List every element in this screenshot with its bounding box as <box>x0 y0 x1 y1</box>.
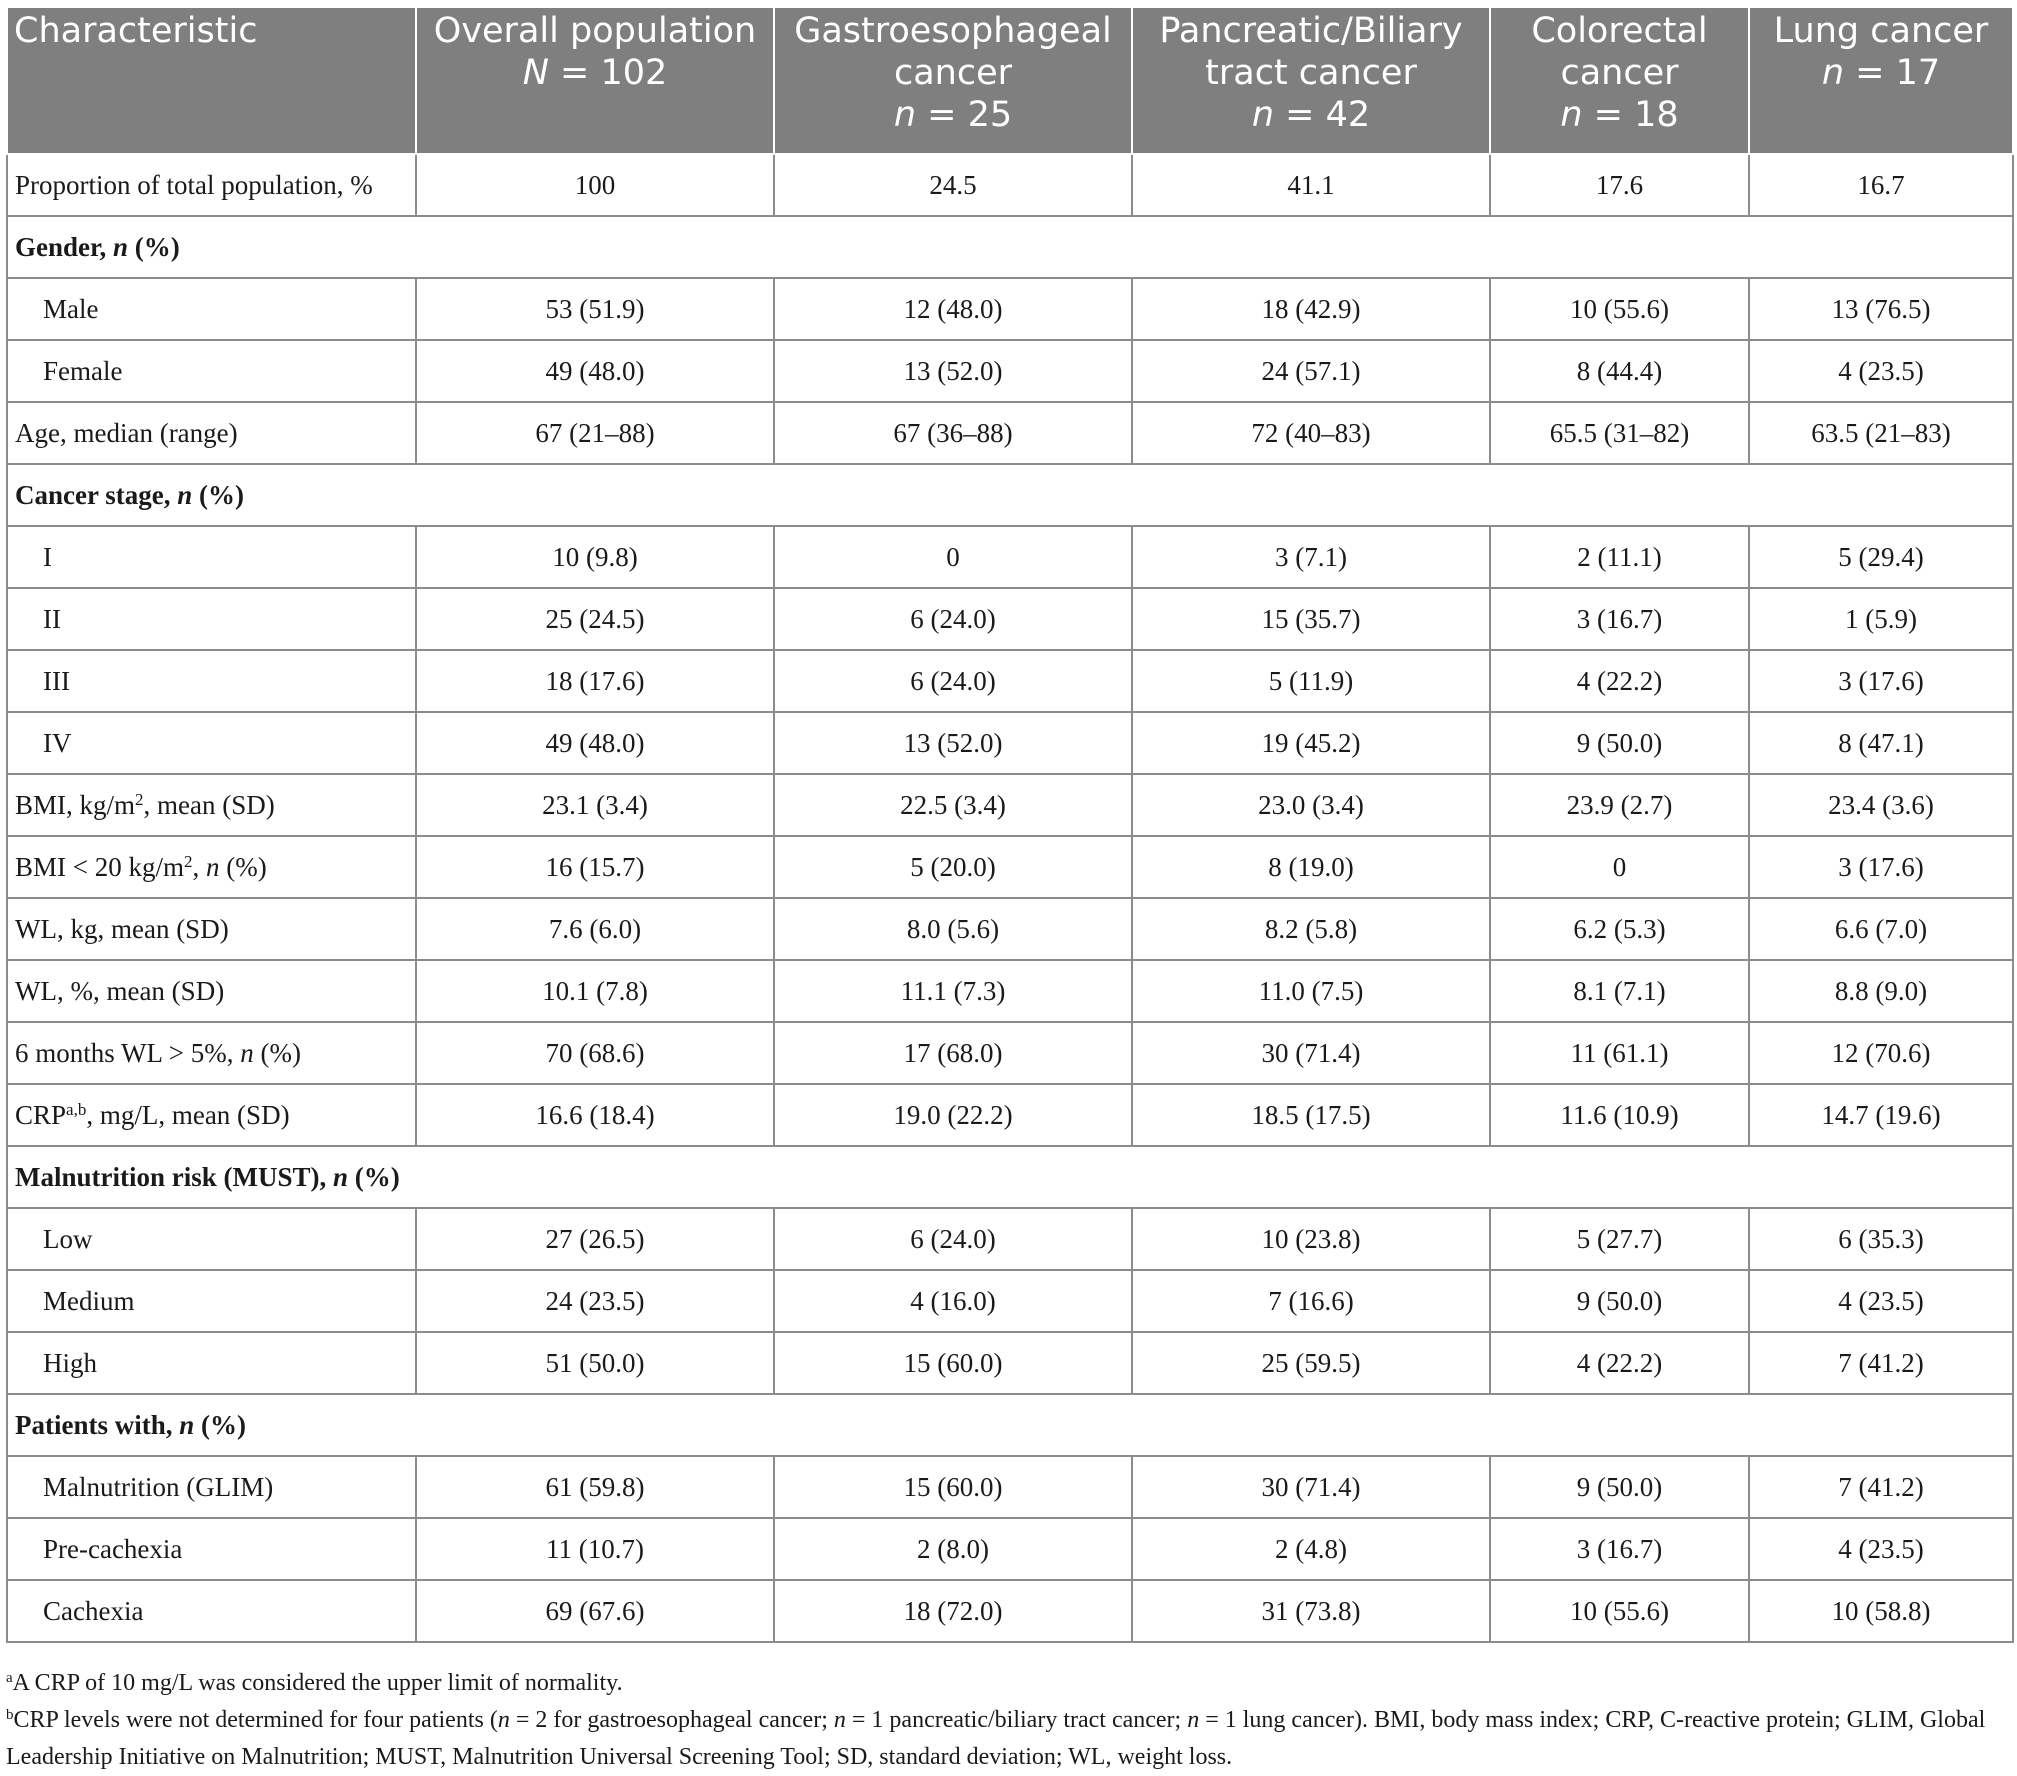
section-var: n <box>333 1161 349 1192</box>
table-cell: 11.1 (7.3) <box>774 960 1132 1022</box>
section-label <box>7 1146 2013 1208</box>
table-header <box>7 7 2013 154</box>
section-label <box>7 464 2013 526</box>
table-cell: 8 (44.4) <box>1490 340 1749 402</box>
column-header <box>416 7 774 154</box>
table-row <box>7 898 2013 960</box>
row-label <box>7 340 416 402</box>
table-cell: 10 (9.8) <box>416 526 774 588</box>
table-cell: 30 (71.4) <box>1132 1022 1490 1084</box>
column-header <box>774 7 1132 154</box>
table-cell: 1 (5.9) <box>1749 588 2013 650</box>
row-label-var: n <box>240 1037 254 1068</box>
sample-size-symbol: n <box>1251 95 1275 135</box>
section-row <box>7 1394 2013 1456</box>
row-label-superscript: a,b <box>66 1099 87 1119</box>
section-var: n <box>179 1409 195 1440</box>
table-row <box>7 526 2013 588</box>
row-label-text: III <box>43 665 70 696</box>
table-cell: 8.0 (5.6) <box>774 898 1132 960</box>
table-cell: 4 (22.2) <box>1490 1332 1749 1394</box>
table-cell: 8 (19.0) <box>1132 836 1490 898</box>
table-cell: 53 (51.9) <box>416 278 774 340</box>
table-cell: 9 (50.0) <box>1490 712 1749 774</box>
table-cell: 3 (16.7) <box>1490 588 1749 650</box>
table-cell: 67 (36–88) <box>774 402 1132 464</box>
table-cell: 23.9 (2.7) <box>1490 774 1749 836</box>
table-cell: 13 (76.5) <box>1749 278 2013 340</box>
row-label <box>7 1332 416 1394</box>
table-cell: 18 (42.9) <box>1132 278 1490 340</box>
table-cell: 23.4 (3.6) <box>1749 774 2013 836</box>
table-cell: 5 (20.0) <box>774 836 1132 898</box>
row-label-text: Age, median (range) <box>15 417 238 448</box>
table-cell: 69 (67.6) <box>416 1580 774 1642</box>
section-row <box>7 464 2013 526</box>
footnote-mark: b <box>6 1707 14 1723</box>
row-label <box>7 154 416 216</box>
table-cell: 2 (4.8) <box>1132 1518 1490 1580</box>
row-label <box>7 960 416 1022</box>
table-cell: 61 (59.8) <box>416 1456 774 1518</box>
table-cell: 18.5 (17.5) <box>1132 1084 1490 1146</box>
column-sample-size <box>775 94 1131 136</box>
table-cell: 4 (22.2) <box>1490 650 1749 712</box>
sample-size-symbol: N <box>522 53 549 93</box>
row-label-text: I <box>43 541 52 572</box>
row-label-text: Malnutrition (GLIM) <box>43 1471 274 1502</box>
table-cell: 3 (17.6) <box>1749 836 2013 898</box>
row-label-superscript: 2 <box>135 789 144 809</box>
row-label-text: , mg/L, mean (SD) <box>86 1099 290 1130</box>
table-row <box>7 1022 2013 1084</box>
table-cell: 0 <box>774 526 1132 588</box>
row-label <box>7 712 416 774</box>
table-cell: 5 (11.9) <box>1132 650 1490 712</box>
column-title: Lung cancer <box>1773 11 1989 51</box>
footnote-text: = 2 for gastroesophageal cancer; <box>509 1707 834 1733</box>
table-row <box>7 1332 2013 1394</box>
row-label <box>7 898 416 960</box>
table-cell: 49 (48.0) <box>416 340 774 402</box>
row-label-text: High <box>43 1347 97 1378</box>
column-title: Overall population <box>433 11 757 51</box>
table-cell: 17.6 <box>1490 154 1749 216</box>
row-label <box>7 402 416 464</box>
table-row <box>7 340 2013 402</box>
footnote-text: CRP levels were not determined for four patients ( <box>13 1707 498 1733</box>
table-cell: 8.8 (9.0) <box>1749 960 2013 1022</box>
table-cell: 9 (50.0) <box>1490 1456 1749 1518</box>
table-cell: 2 (8.0) <box>774 1518 1132 1580</box>
table-cell: 67 (21–88) <box>416 402 774 464</box>
table-cell: 24.5 <box>774 154 1132 216</box>
row-label-text: Low <box>43 1223 93 1254</box>
table-cell: 6 (24.0) <box>774 1208 1132 1270</box>
table-cell: 10 (55.6) <box>1490 278 1749 340</box>
table-cell: 24 (23.5) <box>416 1270 774 1332</box>
table-cell: 13 (52.0) <box>774 340 1132 402</box>
table-cell: 6 (24.0) <box>774 588 1132 650</box>
row-label-text: IV <box>43 727 72 758</box>
table-cell: 22.5 (3.4) <box>774 774 1132 836</box>
table-cell: 25 (24.5) <box>416 588 774 650</box>
table-row <box>7 1456 2013 1518</box>
section-row <box>7 1146 2013 1208</box>
sample-size-symbol: n <box>1560 95 1583 135</box>
table-cell: 6 (24.0) <box>774 650 1132 712</box>
row-label-text: BMI < 20 kg/m <box>15 851 184 882</box>
table-row <box>7 1518 2013 1580</box>
section-row <box>7 216 2013 278</box>
row-label <box>7 1270 416 1332</box>
sample-size-symbol: n <box>1821 53 1845 93</box>
table-cell: 49 (48.0) <box>416 712 774 774</box>
table-cell: 23.0 (3.4) <box>1132 774 1490 836</box>
table-cell: 6.2 (5.3) <box>1490 898 1749 960</box>
header-row <box>7 7 2013 154</box>
table-cell: 8.2 (5.8) <box>1132 898 1490 960</box>
table-cell: 25 (59.5) <box>1132 1332 1490 1394</box>
characteristics-table <box>6 6 2014 1643</box>
table-cell: 9 (50.0) <box>1490 1270 1749 1332</box>
table-cell: 4 (23.5) <box>1749 340 2013 402</box>
row-label-text: , mean (SD) <box>143 789 275 820</box>
table-cell: 51 (50.0) <box>416 1332 774 1394</box>
table-cell: 65.5 (31–82) <box>1490 402 1749 464</box>
column-header <box>1490 7 1749 154</box>
table-cell: 14.7 (19.6) <box>1749 1084 2013 1146</box>
section-tail: (%) <box>192 479 244 510</box>
sample-size-value: = 102 <box>548 53 668 93</box>
table-row <box>7 1208 2013 1270</box>
table-cell: 30 (71.4) <box>1132 1456 1490 1518</box>
table-cell: 3 (16.7) <box>1490 1518 1749 1580</box>
section-tail: (%) <box>128 231 180 262</box>
table-row <box>7 1084 2013 1146</box>
table-cell: 4 (16.0) <box>774 1270 1132 1332</box>
table-cell: 6.6 (7.0) <box>1749 898 2013 960</box>
row-label-var: n <box>206 851 220 882</box>
row-label <box>7 526 416 588</box>
table-cell: 7 (41.2) <box>1749 1332 2013 1394</box>
sample-size-value: = 18 <box>1582 95 1679 135</box>
footnote-text: n <box>1187 1707 1200 1733</box>
table-row <box>7 960 2013 1022</box>
column-sample-size <box>1750 52 2012 94</box>
sample-size-value: = 25 <box>916 95 1013 135</box>
row-label-text: Male <box>43 293 99 324</box>
table-cell: 3 (17.6) <box>1749 650 2013 712</box>
table-cell: 15 (60.0) <box>774 1332 1132 1394</box>
column-sample-size <box>417 52 773 94</box>
table-cell: 18 (72.0) <box>774 1580 1132 1642</box>
column-title: Characteristic <box>14 11 258 51</box>
section-text: Cancer stage, <box>15 479 178 510</box>
table-cell: 13 (52.0) <box>774 712 1132 774</box>
footnote-text: = 1 lung cancer). BMI, body mass index; CRP, C-reactive protein; GLIM, Global Leadership Initiative on Malnutrition; MUST, Malnutrition Universal Screening Tool; SD, standard deviation; WL, weight loss. <box>6 1707 1986 1770</box>
section-tail: (%) <box>194 1409 247 1440</box>
sample-size-symbol: n <box>893 95 917 135</box>
row-label <box>7 1518 416 1580</box>
footnote-mark: a <box>6 1670 13 1686</box>
footnote-text: A CRP of 10 mg/L was considered the upper limit of normality. <box>12 1670 623 1696</box>
row-label-text: II <box>43 603 61 634</box>
table-row <box>7 154 2013 216</box>
footnote-text: = 1 pancreatic/biliary tract cancer; <box>845 1707 1188 1733</box>
table-cell: 19 (45.2) <box>1132 712 1490 774</box>
table-cell: 3 (7.1) <box>1132 526 1490 588</box>
sample-size-value: = 42 <box>1274 95 1371 135</box>
table-cell: 7.6 (6.0) <box>416 898 774 960</box>
table-cell: 15 (60.0) <box>774 1456 1132 1518</box>
table-row <box>7 1270 2013 1332</box>
row-label <box>7 1456 416 1518</box>
row-label-text: WL, %, mean (SD) <box>15 975 225 1006</box>
table-cell: 7 (16.6) <box>1132 1270 1490 1332</box>
section-text: Patients with, <box>15 1409 180 1440</box>
row-label <box>7 774 416 836</box>
table-row <box>7 774 2013 836</box>
row-label-text: (%) <box>253 1037 301 1068</box>
row-label-text: WL, kg, mean (SD) <box>15 913 229 944</box>
column-header-characteristic <box>7 7 416 154</box>
table-cell: 11 (10.7) <box>416 1518 774 1580</box>
row-label <box>7 836 416 898</box>
row-label <box>7 278 416 340</box>
section-label <box>7 1394 2013 1456</box>
table-cell: 4 (23.5) <box>1749 1270 2013 1332</box>
table-cell: 10.1 (7.8) <box>416 960 774 1022</box>
footnote <box>6 1702 2012 1776</box>
table-cell: 16.6 (18.4) <box>416 1084 774 1146</box>
table-cell: 15 (35.7) <box>1132 588 1490 650</box>
table-cell: 6 (35.3) <box>1749 1208 2013 1270</box>
table-footnotes <box>6 1665 2012 1776</box>
table-cell: 31 (73.8) <box>1132 1580 1490 1642</box>
footnote-text: n <box>833 1707 846 1733</box>
table-cell: 10 (55.6) <box>1490 1580 1749 1642</box>
sample-size-value: = 17 <box>1844 53 1941 93</box>
table-cell: 12 (48.0) <box>774 278 1132 340</box>
table-cell: 8 (47.1) <box>1749 712 2013 774</box>
column-header <box>1132 7 1490 154</box>
row-label-text: BMI, kg/m <box>15 789 136 820</box>
table-cell: 27 (26.5) <box>416 1208 774 1270</box>
table-row <box>7 836 2013 898</box>
table-cell: 19.0 (22.2) <box>774 1084 1132 1146</box>
table-cell: 63.5 (21–83) <box>1749 402 2013 464</box>
row-label-text: Medium <box>43 1285 135 1316</box>
column-sample-size <box>1491 94 1748 136</box>
section-text: Malnutrition risk (MUST), <box>15 1161 334 1192</box>
table-cell: 70 (68.6) <box>416 1022 774 1084</box>
footnote-text: n <box>497 1707 510 1733</box>
column-header <box>1749 7 2013 154</box>
row-label-text: (%) <box>219 851 267 882</box>
section-text: Gender, <box>15 231 114 262</box>
row-label <box>7 588 416 650</box>
table-body <box>7 154 2013 1642</box>
table-cell: 11 (61.1) <box>1490 1022 1749 1084</box>
table-cell: 23.1 (3.4) <box>416 774 774 836</box>
section-label <box>7 216 2013 278</box>
section-tail: (%) <box>348 1161 400 1192</box>
row-label-superscript: 2 <box>184 851 193 871</box>
table-cell: 100 <box>416 154 774 216</box>
column-title: Pancreatic/Biliary tract cancer <box>1159 11 1463 93</box>
table-row <box>7 712 2013 774</box>
table-cell: 7 (41.2) <box>1749 1456 2013 1518</box>
column-sample-size <box>1133 94 1489 136</box>
table-cell: 24 (57.1) <box>1132 340 1490 402</box>
table-cell: 72 (40–83) <box>1132 402 1490 464</box>
row-label-text: Female <box>43 355 123 386</box>
row-label-text: 6 months WL > 5%, <box>15 1037 241 1068</box>
table-cell: 10 (23.8) <box>1132 1208 1490 1270</box>
table-cell: 17 (68.0) <box>774 1022 1132 1084</box>
table-cell: 18 (17.6) <box>416 650 774 712</box>
table-row <box>7 402 2013 464</box>
table-cell: 11.6 (10.9) <box>1490 1084 1749 1146</box>
table-cell: 16 (15.7) <box>416 836 774 898</box>
row-label-text: CRP <box>15 1099 67 1130</box>
table-cell: 5 (27.7) <box>1490 1208 1749 1270</box>
table-cell: 16.7 <box>1749 154 2013 216</box>
column-title: Gastroesophageal cancer <box>794 11 1112 93</box>
row-label <box>7 1580 416 1642</box>
table-cell: 12 (70.6) <box>1749 1022 2013 1084</box>
column-title: Colorectal cancer <box>1531 11 1708 93</box>
footnote <box>6 1665 2012 1702</box>
table-cell: 4 (23.5) <box>1749 1518 2013 1580</box>
table-cell: 41.1 <box>1132 154 1490 216</box>
row-label <box>7 650 416 712</box>
table-cell: 5 (29.4) <box>1749 526 2013 588</box>
section-var: n <box>177 479 193 510</box>
row-label-text: Proportion of total population, % <box>15 169 373 200</box>
table-cell: 11.0 (7.5) <box>1132 960 1490 1022</box>
row-label <box>7 1084 416 1146</box>
row-label-text: , <box>192 851 206 882</box>
table-cell: 8.1 (7.1) <box>1490 960 1749 1022</box>
row-label <box>7 1022 416 1084</box>
table-row <box>7 650 2013 712</box>
section-var: n <box>113 231 129 262</box>
table-row <box>7 278 2013 340</box>
row-label-text: Pre-cachexia <box>43 1533 183 1564</box>
row-label <box>7 1208 416 1270</box>
row-label-text: Cachexia <box>43 1595 144 1626</box>
table-cell: 10 (58.8) <box>1749 1580 2013 1642</box>
table-cell: 2 (11.1) <box>1490 526 1749 588</box>
table-row <box>7 588 2013 650</box>
table-cell: 0 <box>1490 836 1749 898</box>
table-row <box>7 1580 2013 1642</box>
